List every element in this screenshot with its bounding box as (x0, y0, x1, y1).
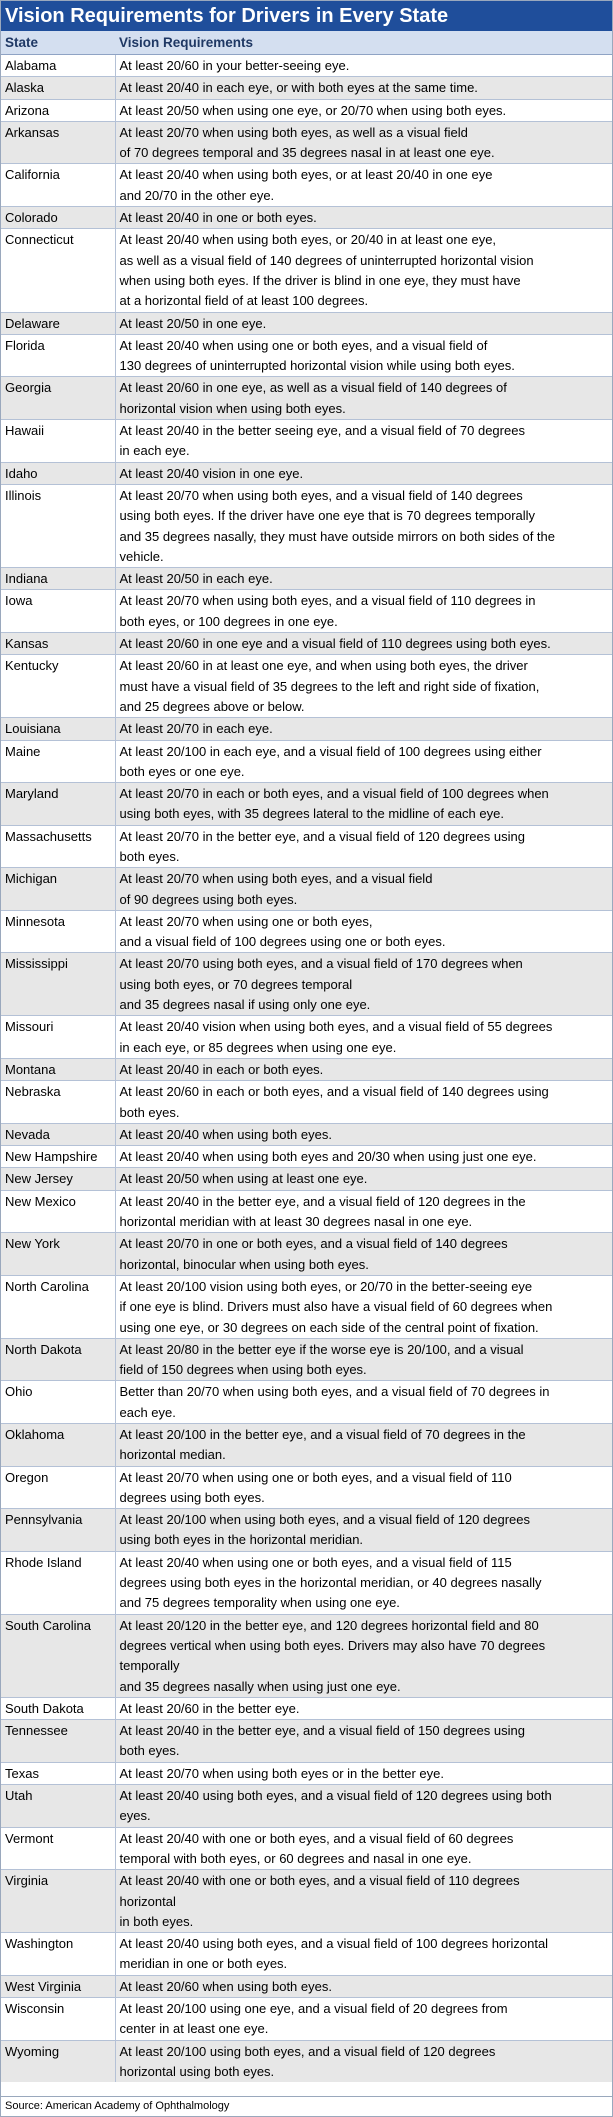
table-row (1, 1466, 612, 1509)
vision-requirement-cell: At least 20/100 vision using both eyes, or 20/70 in the better-seeing eye if one eye is blind. Drivers must also have a visual field of 60 degrees when using one eye, or 30 degrees on each side of the central point of fixation. (115, 1275, 612, 1338)
vision-requirement-cell: At least 20/60 in your better-seeing eye. (115, 55, 612, 77)
state-name-cell: North Dakota (1, 1338, 115, 1381)
vision-requirement-cell: At least 20/50 when using at least one eye. (115, 1168, 612, 1190)
vision-requirement-cell: At least 20/40 with one or both eyes, and a visual field of 60 degrees temporal with both eyes, or 60 degrees and nasal in one eye. (115, 1827, 612, 1870)
state-name-cell: Arkansas (1, 121, 115, 164)
vision-requirement-cell: At least 20/60 in one eye, as well as a visual field of 140 degrees of horizontal vision when using both eyes. (115, 377, 612, 420)
state-name-cell: Arizona (1, 99, 115, 121)
table-row (1, 1168, 612, 1190)
state-name-cell: Kansas (1, 633, 115, 655)
state-name-cell: Iowa (1, 590, 115, 633)
table-row (1, 633, 612, 655)
vision-requirement-cell: At least 20/120 in the better eye, and 120 degrees horizontal field and 80 degrees vertical when using both eyes. Drivers may also have 70 degrees temporally and 35 degrees nasally when using just one eye. (115, 1614, 612, 1697)
state-name-cell: Louisiana (1, 718, 115, 740)
vision-requirement-cell: At least 20/80 in the better eye if the worse eye is 20/100, and a visual field of 150 degrees when using both eyes. (115, 1338, 612, 1381)
state-name-cell: Oklahoma (1, 1424, 115, 1467)
table-row (1, 953, 612, 1016)
vision-requirement-cell: At least 20/70 in the better eye, and a visual field of 120 degrees using both eyes. (115, 825, 612, 868)
state-name-cell: California (1, 164, 115, 207)
table-row (1, 377, 612, 420)
table-row (1, 718, 612, 740)
vision-requirement-cell: At least 20/100 using one eye, and a visual field of 20 degrees from center in at least one eye. (115, 1998, 612, 2041)
vision-requirement-cell: At least 20/60 in each or both eyes, and a visual field of 140 degrees using both eyes. (115, 1081, 612, 1124)
table-row (1, 1933, 612, 1976)
vision-requirement-cell: At least 20/70 when using both eyes, and a visual field of 140 degrees using both eyes. If the driver have one eye that is 70 degrees temporally and 35 degrees nasally, they must have outside mirrors on both sides of the vehicle. (115, 484, 612, 567)
table-row (1, 1338, 612, 1381)
table-row (1, 1123, 612, 1145)
state-name-cell: Ohio (1, 1381, 115, 1424)
vision-requirement-cell: At least 20/40 in each eye, or with both eyes at the same time. (115, 77, 612, 99)
vision-requirement-cell: At least 20/70 in one or both eyes, and a visual field of 140 degrees horizontal, binocular when using both eyes. (115, 1233, 612, 1276)
table-row (1, 1720, 612, 1763)
table-row (1, 1697, 612, 1719)
table-row (1, 1998, 612, 2041)
state-name-cell: Georgia (1, 377, 115, 420)
vision-requirement-cell: At least 20/40 using both eyes, and a visual field of 120 degrees using both eyes. (115, 1785, 612, 1828)
vision-requirement-cell: At least 20/40 when using both eyes, or 20/40 in at least one eye, as well as a visual field of 140 degrees of uninterrupted horizontal vision when using both eyes. If the driver is blind in one eye, they must have at a horizontal field of at least 100 degrees. (115, 229, 612, 312)
table-row (1, 462, 612, 484)
table-row (1, 99, 612, 121)
vision-requirement-cell: At least 20/100 in each eye, and a visual field of 100 degrees using either both eyes or one eye. (115, 740, 612, 783)
state-name-cell: Wyoming (1, 2040, 115, 2082)
table-row (1, 1785, 612, 1828)
table-row (1, 1081, 612, 1124)
table-row (1, 868, 612, 911)
table-row (1, 55, 612, 77)
table-row (1, 312, 612, 334)
table-row (1, 484, 612, 567)
table-row (1, 164, 612, 207)
table-row (1, 740, 612, 783)
vision-requirement-cell: At least 20/50 in each eye. (115, 568, 612, 590)
state-name-cell: South Dakota (1, 1697, 115, 1719)
state-name-cell: South Carolina (1, 1614, 115, 1697)
vision-requirement-cell: At least 20/40 in each or both eyes. (115, 1058, 612, 1080)
table-row (1, 590, 612, 633)
vision-requirement-cell: At least 20/50 in one eye. (115, 312, 612, 334)
vision-requirement-cell: At least 20/60 in one eye and a visual field of 110 degrees using both eyes. (115, 633, 612, 655)
table-row (1, 121, 612, 164)
table-row (1, 77, 612, 99)
state-name-cell: Connecticut (1, 229, 115, 312)
table-row (1, 1509, 612, 1552)
vision-requirement-cell: At least 20/100 when using both eyes, and a visual field of 120 degrees using both eyes in the horizontal meridian. (115, 1509, 612, 1552)
table-row (1, 783, 612, 826)
vision-requirement-cell: At least 20/40 vision when using both eyes, and a visual field of 55 degrees in each eye, or 85 degrees when using one eye. (115, 1016, 612, 1059)
state-name-cell: Virginia (1, 1870, 115, 1933)
state-name-cell: Montana (1, 1058, 115, 1080)
state-name-cell: Mississippi (1, 953, 115, 1016)
state-name-cell: West Virginia (1, 1975, 115, 1997)
page-title: Vision Requirements for Drivers in Every State (1, 1, 612, 31)
vision-requirement-cell: Better than 20/70 when using both eyes, and a visual field of 70 degrees in each eye. (115, 1381, 612, 1424)
state-name-cell: Maine (1, 740, 115, 783)
vision-requirement-cell: At least 20/100 using both eyes, and a visual field of 120 degrees horizontal using both eyes. (115, 2040, 612, 2082)
state-name-cell: Hawaii (1, 420, 115, 463)
state-name-cell: Utah (1, 1785, 115, 1828)
state-name-cell: Vermont (1, 1827, 115, 1870)
vision-requirement-cell: At least 20/70 when using one or both eyes, and a visual field of 110 degrees using both eyes. (115, 1466, 612, 1509)
state-name-cell: Florida (1, 334, 115, 377)
vision-requirement-cell: At least 20/70 in each eye. (115, 718, 612, 740)
state-name-cell: Rhode Island (1, 1551, 115, 1614)
state-name-cell: Alabama (1, 55, 115, 77)
table-row (1, 1424, 612, 1467)
vision-requirement-cell: At least 20/40 vision in one eye. (115, 462, 612, 484)
state-name-cell: Delaware (1, 312, 115, 334)
vision-requirement-cell: At least 20/60 in the better eye. (115, 1697, 612, 1719)
state-name-cell: Alaska (1, 77, 115, 99)
state-name-cell: Massachusetts (1, 825, 115, 868)
vision-requirement-cell: At least 20/40 in the better eye, and a visual field of 150 degrees using both eyes. (115, 1720, 612, 1763)
vision-requirement-cell: At least 20/40 using both eyes, and a visual field of 100 degrees horizontal meridian in one or both eyes. (115, 1933, 612, 1976)
table-row (1, 1190, 612, 1233)
state-name-cell: Nebraska (1, 1081, 115, 1124)
table-header-row (1, 31, 612, 55)
vision-requirement-cell: At least 20/50 when using one eye, or 20/70 when using both eyes. (115, 99, 612, 121)
table-row (1, 1016, 612, 1059)
table-row (1, 334, 612, 377)
table-row (1, 1058, 612, 1080)
state-name-cell: Illinois (1, 484, 115, 567)
state-name-cell: Texas (1, 1762, 115, 1784)
state-name-cell: Kentucky (1, 655, 115, 718)
state-name-cell: North Carolina (1, 1275, 115, 1338)
vision-requirement-cell: At least 20/70 when using both eyes or in the better eye. (115, 1762, 612, 1784)
state-name-cell: Oregon (1, 1466, 115, 1509)
table-row (1, 655, 612, 718)
state-name-cell: Wisconsin (1, 1998, 115, 2041)
state-name-cell: New Hampshire (1, 1146, 115, 1168)
table-row (1, 420, 612, 463)
vision-requirement-cell: At least 20/40 when using both eyes and 20/30 when using just one eye. (115, 1146, 612, 1168)
vision-requirement-cell: At least 20/40 when using one or both eyes, and a visual field of 115 degrees using both eyes in the horizontal meridian, or 40 degrees nasally and 75 degrees temporality when using one eye. (115, 1551, 612, 1614)
state-name-cell: Washington (1, 1933, 115, 1976)
table-row (1, 207, 612, 229)
vision-requirement-cell: At least 20/70 when using both eyes, and a visual field of 90 degrees using both eyes. (115, 868, 612, 911)
table-row (1, 1551, 612, 1614)
vision-requirements-table (1, 31, 612, 2082)
table-row (1, 1233, 612, 1276)
state-name-cell: Tennessee (1, 1720, 115, 1763)
state-name-cell: Michigan (1, 868, 115, 911)
column-header-vision-requirements: Vision Requirements (115, 31, 612, 55)
table-row (1, 2040, 612, 2082)
vision-requirement-cell: At least 20/70 when using both eyes, as well as a visual field of 70 degrees temporal and 35 degrees nasal in at least one eye. (115, 121, 612, 164)
table-row (1, 229, 612, 312)
table-row (1, 1146, 612, 1168)
table-row (1, 1762, 612, 1784)
state-name-cell: Nevada (1, 1123, 115, 1145)
table-row (1, 1275, 612, 1338)
vision-requirement-cell: At least 20/70 using both eyes, and a visual field of 170 degrees when using both eyes, or 70 degrees temporal and 35 degrees nasal if using only one eye. (115, 953, 612, 1016)
table-row (1, 1381, 612, 1424)
table-row (1, 568, 612, 590)
vision-requirement-cell: At least 20/60 when using both eyes. (115, 1975, 612, 1997)
source-note: Source: American Academy of Ophthalmology (1, 2096, 612, 2116)
vision-requirement-cell: At least 20/40 in the better eye, and a visual field of 120 degrees in the horizontal meridian with at least 30 degrees nasal in one eye. (115, 1190, 612, 1233)
table-body (1, 55, 612, 2083)
state-name-cell: Colorado (1, 207, 115, 229)
state-name-cell: Indiana (1, 568, 115, 590)
table-row (1, 1827, 612, 1870)
table-row (1, 1614, 612, 1697)
table-row (1, 1870, 612, 1933)
vision-requirement-cell: At least 20/70 when using one or both eyes, and a visual field of 100 degrees using one or both eyes. (115, 910, 612, 953)
table-row (1, 910, 612, 953)
table-row (1, 1975, 612, 1997)
vision-requirement-cell: At least 20/70 in each or both eyes, and a visual field of 100 degrees when using both eyes, with 35 degrees lateral to the midline of each eye. (115, 783, 612, 826)
state-name-cell: Pennsylvania (1, 1509, 115, 1552)
state-name-cell: Maryland (1, 783, 115, 826)
table-row (1, 825, 612, 868)
vision-requirement-cell: At least 20/40 when using both eyes, or at least 20/40 in one eye and 20/70 in the other eye. (115, 164, 612, 207)
state-name-cell: Minnesota (1, 910, 115, 953)
vision-requirement-cell: At least 20/60 in at least one eye, and when using both eyes, the driver must have a visual field of 35 degrees to the left and right side of fixation, and 25 degrees above or below. (115, 655, 612, 718)
vision-requirement-cell: At least 20/40 in one or both eyes. (115, 207, 612, 229)
column-header-state: State (1, 31, 115, 55)
state-name-cell: New Jersey (1, 1168, 115, 1190)
state-name-cell: New Mexico (1, 1190, 115, 1233)
state-name-cell: Idaho (1, 462, 115, 484)
vision-requirement-cell: At least 20/70 when using both eyes, and a visual field of 110 degrees in both eyes, or 100 degrees in one eye. (115, 590, 612, 633)
vision-requirement-cell: At least 20/40 with one or both eyes, and a visual field of 110 degrees horizontal in both eyes. (115, 1870, 612, 1933)
vision-requirement-cell: At least 20/40 when using both eyes. (115, 1123, 612, 1145)
vision-requirement-cell: At least 20/100 in the better eye, and a visual field of 70 degrees in the horizontal median. (115, 1424, 612, 1467)
vision-requirement-cell: At least 20/40 when using one or both eyes, and a visual field of 130 degrees of uninterrupted horizontal vision while using both eyes. (115, 334, 612, 377)
state-name-cell: New York (1, 1233, 115, 1276)
state-name-cell: Missouri (1, 1016, 115, 1059)
vision-requirement-cell: At least 20/40 in the better seeing eye, and a visual field of 70 degrees in each eye. (115, 420, 612, 463)
